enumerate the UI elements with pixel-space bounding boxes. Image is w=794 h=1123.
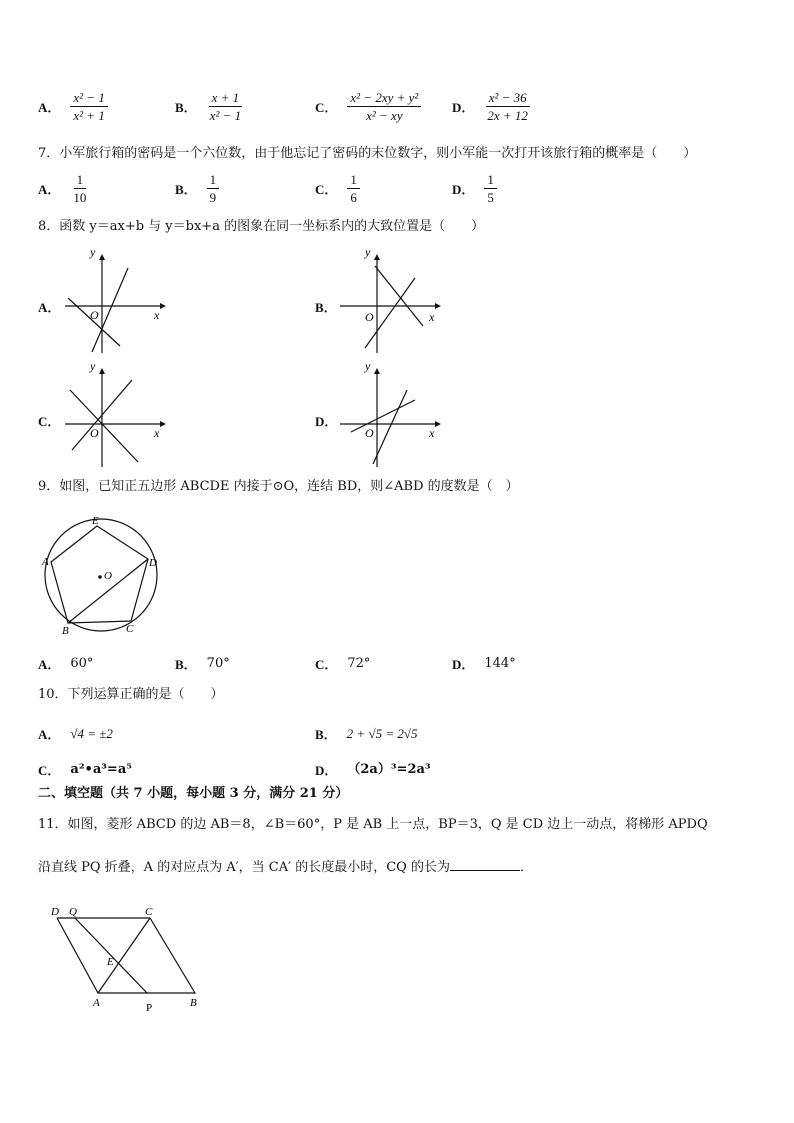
q8-graph-b (335, 248, 445, 358)
option-label: B． (315, 727, 337, 742)
fraction: $\frac{\text{x² − 1}}{\text{x² + 1}}$ (70, 90, 107, 123)
q9-pentagon-figure (38, 512, 168, 637)
q7-option-a (38, 172, 89, 205)
point-b-label: B (190, 997, 197, 1009)
option-label: C． (315, 657, 338, 672)
x-axis-label: x (429, 426, 435, 440)
q10-text: 10．下列运算正确的是（ ） (38, 687, 224, 702)
q9-option-b (175, 654, 230, 673)
q11-text-line1: 11．如图，菱形 ABCD 的边 AB＝8，∠B＝60°，P 是 AB 上一点，BP＝3，Q 是 CD 边上一动点，将梯形 APDQ (38, 817, 708, 832)
point-d-label: D (149, 557, 157, 569)
q11-text-line2-b: ． (519, 860, 533, 875)
option-label: A． (38, 657, 61, 672)
option-value: 72° (347, 655, 371, 671)
option-value: 70° (206, 655, 230, 671)
x-axis-label: x (429, 310, 435, 324)
option-label: B． (175, 182, 197, 197)
option-label: B． (175, 100, 197, 115)
option-label: A． (38, 182, 61, 197)
q8-option-d-label: D． (315, 414, 338, 429)
q10-option-d (315, 760, 431, 779)
fraction: $\frac{1}{6}$ (347, 172, 360, 205)
q8-graph-a (60, 248, 170, 358)
option-label: D． (315, 763, 338, 778)
section-title: 二、填空题（共 7 小题，每小题 3 分，满分 21 分） (38, 786, 349, 801)
q10-option-c (38, 760, 132, 779)
point-b-label: B (62, 625, 69, 637)
q8-text: 8．函数 y＝ax+b 与 y＝bx+a 的图象在同一坐标系内的大致位置是（ ） (38, 219, 485, 234)
fraction: $\frac{1}{9}$ (207, 172, 220, 205)
q7-option-c (315, 172, 360, 205)
origin-label: O (90, 308, 99, 322)
option-label: C． (315, 182, 338, 197)
x-axis-label: x (154, 426, 160, 440)
option-label: C． (315, 100, 338, 115)
y-axis-label: y (365, 248, 371, 259)
q7-option-b (175, 172, 219, 205)
q11-text-line2 (38, 858, 533, 877)
option-label: B． (175, 657, 197, 672)
point-a-label: A (93, 997, 100, 1009)
option-value: （2a）³=2a³ (347, 761, 431, 777)
point-c-label: C (145, 906, 153, 918)
q8-option-a-label: A． (38, 300, 61, 315)
option-value: √4 = ±2 (70, 725, 113, 741)
q9-option-d (452, 654, 516, 673)
point-p-label: P (146, 1002, 153, 1014)
q6-option-b (175, 90, 244, 123)
point-d-label: D (51, 906, 59, 918)
q8-graph-d (335, 362, 445, 472)
q11-rhombus-figure (45, 900, 215, 1018)
origin-label: O (365, 426, 374, 440)
option-value: 144° (484, 655, 516, 671)
point-e-label: E (92, 515, 99, 527)
option-label: D． (452, 182, 475, 197)
q7-text: 7．小军旅行箱的密码是一个六位数，由于他忘记了密码的末位数字，则小军能一次打开该旅行箱的概率是（ ） (38, 146, 697, 161)
fraction: $\frac{1}{10}$ (73, 172, 87, 205)
option-label: A． (38, 727, 61, 742)
fraction: $\frac{1}{5}$ (484, 172, 497, 205)
q10-option-a (38, 724, 113, 743)
q9-option-a (38, 654, 93, 673)
option-value: 60° (70, 655, 94, 671)
q7-option-d (452, 172, 497, 205)
y-axis-label: y (90, 362, 96, 373)
option-label: D． (452, 657, 475, 672)
point-a-label: A (42, 556, 49, 568)
fraction: $\frac{x + 1}{\text{x² − 1}}$ (209, 90, 242, 123)
x-axis-label: x (154, 308, 160, 322)
point-q-label: Q (69, 906, 77, 918)
origin-label: O (365, 310, 374, 324)
fraction: $\frac{\text{x² − 36}}{2x + 12}$ (487, 90, 528, 123)
option-label: D． (452, 100, 475, 115)
q6-option-a (38, 90, 108, 123)
center-o-label: O (104, 570, 112, 582)
option-label: A． (38, 100, 61, 115)
answer-blank (450, 858, 520, 871)
option-label: C． (38, 763, 61, 778)
origin-label: O (90, 426, 99, 440)
point-c-label: C (126, 623, 134, 635)
point-e-label: E (107, 956, 114, 968)
y-axis-label: y (365, 362, 371, 373)
q9-option-c (315, 654, 370, 673)
q10-option-b (315, 724, 418, 743)
q8-option-c-label: C． (38, 414, 61, 429)
q8-option-b-label: B． (315, 300, 337, 315)
q11-text-line2-a: 沿直线 PQ 折叠，A 的对应点为 A′，当 CA′ 的长度最小时，CQ 的长为 (38, 860, 450, 875)
q9-text: 9．如图，已知正五边形 ABCDE 内接于⊙O，连结 BD，则∠ABD 的度数是（ ） (38, 479, 519, 494)
q6-option-c (315, 90, 421, 123)
y-axis-label: y (90, 248, 96, 259)
fraction: $\frac{\text{x² − 2xy + y²}}{\text{x² − xy}}$ (347, 90, 421, 123)
option-value: 2 + √5 = 2√5 (346, 725, 418, 741)
q6-option-d (452, 90, 531, 123)
q8-graph-c (60, 362, 170, 472)
option-value: a²•a³=a⁵ (70, 761, 132, 777)
